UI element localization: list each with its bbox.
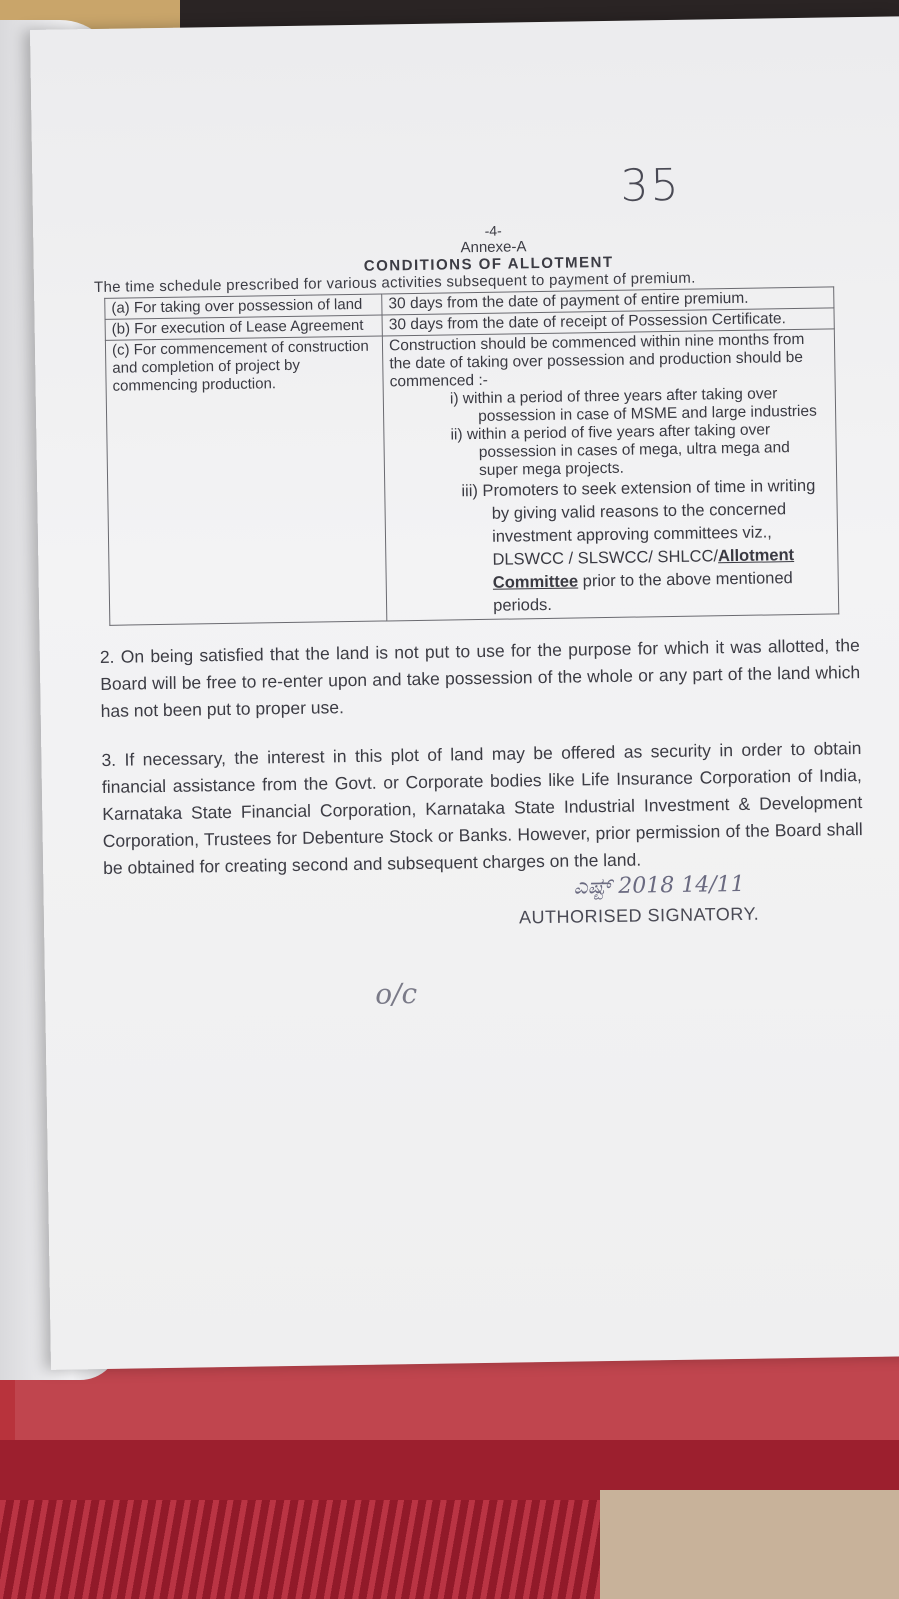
activity-cell: (c) For commencement of construction and completion of project by commencing production. — [105, 336, 387, 625]
sub-item-2: ii) within a period of five years after taking over possession in cases of mega, ultra mega and super mega projects. — [450, 421, 790, 479]
allotment-committee-underlined: Allotment Committee — [492, 546, 795, 592]
activity-cell: (b) For execution of Lease Agreement — [105, 315, 382, 340]
handwritten-note: o/c — [374, 977, 418, 1011]
sub-item-1: i) within a period of three years after taking over possession in case of MSME and large industries — [449, 385, 817, 426]
time-cell: 30 days from the date of receipt of Possession Certificate. — [382, 308, 834, 336]
time-cell — [382, 329, 838, 621]
time-cell: 30 days from the date of payment of entire premium. — [382, 287, 834, 315]
intro-text: The time schedule prescribed for various activities subsequent to payment of premium. — [93, 269, 696, 297]
background-floor — [600, 1490, 899, 1599]
paragraph-2: 2. On being satisfied that the land is not put to use for the purpose for which it was allotted, the Board will be free to re-enter upon and take possession of the whole or any part of the land which has not been put to proper use. — [99, 635, 861, 721]
paragraph-3: 3. If necessary, the interest in this plot of land may be offered as security in order to obtain financial assistance from the Govt. or Corporate bodies like Life Insurance Corporation of India, Karnataka State Financial Corporation, Karnataka State Industrial Investment & Development Corporation, Trustees for Debenture Stock or Banks. However, prior permission of the Board shall be obtained for creating second and subsequent charges on the land. — [101, 738, 863, 878]
signature-area — [103, 870, 865, 1011]
page-title: CONDITIONS OF ALLOTMENT — [363, 253, 614, 275]
activity-cell: (a) For taking over possession of land — [105, 294, 382, 319]
time-cell-text: Construction should be commenced within nine months from the date of taking over possession and production should be commenced :- — [388, 330, 805, 391]
annexe-label: Annexe-A — [460, 238, 527, 257]
handwritten-page-number: 35 — [620, 159, 681, 212]
sub-item-3 — [461, 474, 832, 618]
schedule-table — [104, 286, 839, 625]
table-row — [105, 329, 838, 625]
document-page — [30, 16, 899, 1370]
signature-scribble: ಎಷ್ಟ್ 2018 14/11 — [573, 871, 745, 900]
sub-item-3-text: iii) Promoters to seek extension of time in writing by giving valid reasons to the concerned investment approving committees viz., DLSWCC / SLSWCC/ SHLCC/ — [461, 476, 816, 569]
authorised-signatory: AUTHORISED SIGNATORY. — [518, 903, 760, 928]
background-fabric-pattern — [0, 1500, 620, 1599]
page-marker: -4- — [484, 222, 502, 239]
sub-item-3-tail: prior to the above mentioned periods. — [493, 569, 793, 615]
page-content — [93, 217, 865, 1011]
